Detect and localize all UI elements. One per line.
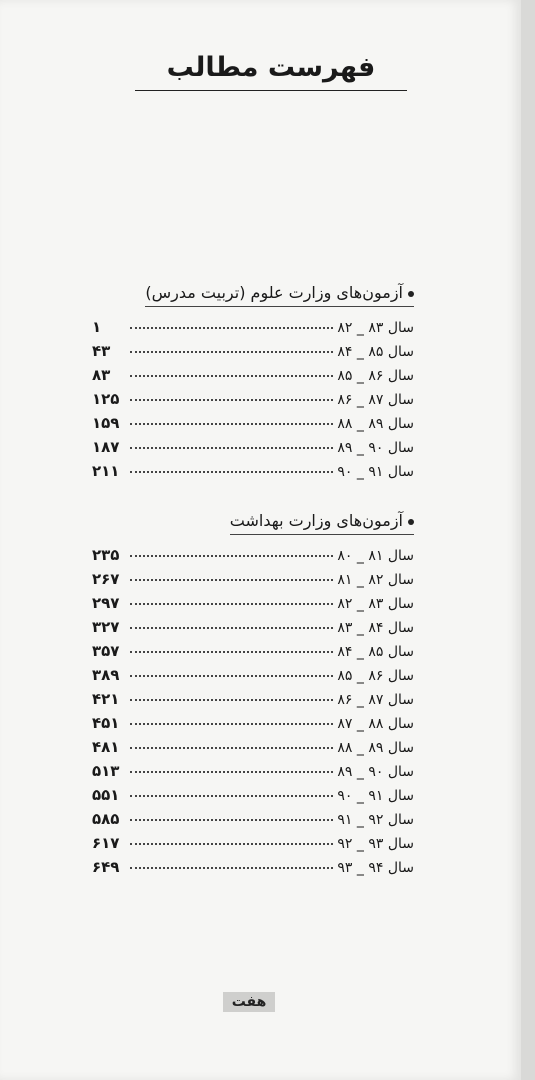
entry-label: سال ۸۵ _ ۸۴: [337, 644, 414, 660]
entry-page-number: ۱۵۹: [92, 414, 120, 432]
dot-leader: [130, 747, 333, 749]
entry-label: سال ۸۴ _ ۸۳: [337, 620, 414, 636]
section-ministry-of-health: [92, 510, 414, 882]
page-title: فهرست مطالب: [135, 50, 407, 91]
toc-entry[interactable]: [92, 594, 414, 618]
toc-entry[interactable]: [92, 738, 414, 762]
section-heading-text: آزمون‌های وزارت بهداشت: [229, 511, 403, 530]
entry-page-number: ۱۲۵: [92, 390, 120, 408]
entry-page-number: ۴۵۱: [92, 714, 120, 732]
toc-entry[interactable]: [92, 666, 414, 690]
entry-label: سال ۹۰ _ ۸۹: [337, 764, 414, 780]
toc-entry[interactable]: [92, 462, 414, 486]
toc-entry[interactable]: [92, 618, 414, 642]
dot-leader: [130, 603, 333, 605]
toc-entry[interactable]: [92, 786, 414, 810]
entry-label: سال ۹۱ _ ۹۰: [337, 788, 414, 804]
entry-page-number: ۳۸۹: [92, 666, 120, 684]
entry-label: سال ۹۱ _ ۹۰: [337, 464, 414, 480]
toc-list: [92, 546, 414, 882]
toc-entry[interactable]: [92, 834, 414, 858]
toc-entry[interactable]: [92, 642, 414, 666]
entry-label: سال ۸۷ _ ۸۶: [337, 692, 414, 708]
entry-label: سال ۹۰ _ ۸۹: [337, 440, 414, 456]
dot-leader: [130, 627, 333, 629]
toc-entry[interactable]: [92, 762, 414, 786]
entry-label: سال ۸۸ _ ۸۷: [337, 716, 414, 732]
section-heading: [230, 510, 414, 535]
dot-leader: [130, 579, 333, 581]
entry-page-number: ۸۳: [92, 366, 111, 384]
entry-page-number: ۲۹۷: [92, 594, 120, 612]
entry-label: سال ۸۶ _ ۸۵: [337, 368, 414, 384]
toc-entry[interactable]: [92, 546, 414, 570]
toc-entry[interactable]: [92, 414, 414, 438]
bullet-icon: [408, 291, 414, 297]
dot-leader: [130, 867, 333, 869]
entry-page-number: ۲۳۵: [92, 546, 120, 564]
bullet-icon: [408, 519, 414, 525]
dot-leader: [130, 723, 333, 725]
dot-leader: [130, 327, 333, 329]
toc-entry[interactable]: [92, 366, 414, 390]
dot-leader: [130, 351, 333, 353]
page-number-footer: هفت: [223, 992, 275, 1012]
toc-entry[interactable]: [92, 858, 414, 882]
dot-leader: [130, 375, 333, 377]
dot-leader: [130, 447, 333, 449]
entry-page-number: ۵۵۱: [92, 786, 120, 804]
entry-page-number: ۱: [92, 318, 102, 336]
toc-entry[interactable]: [92, 318, 414, 342]
entry-page-number: ۶۱۷: [92, 834, 120, 852]
entry-label: سال ۸۵ _ ۸۴: [337, 344, 414, 360]
entry-page-number: ۱۸۷: [92, 438, 120, 456]
section-heading: [145, 282, 414, 307]
dot-leader: [130, 675, 333, 677]
section-heading-text: آزمون‌های وزارت علوم (تربیت مدرس): [145, 283, 403, 302]
entry-label: سال ۸۳ _ ۸۲: [337, 596, 414, 612]
toc-entry[interactable]: [92, 438, 414, 462]
toc-entry[interactable]: [92, 570, 414, 594]
entry-label: سال ۸۹ _ ۸۸: [337, 740, 414, 756]
entry-label: سال ۹۴ _ ۹۳: [337, 860, 414, 876]
entry-page-number: ۴۸۱: [92, 738, 120, 756]
entry-label: سال ۸۱ _ ۸۰: [337, 548, 414, 564]
entry-page-number: ۳۲۷: [92, 618, 120, 636]
section-ministry-of-science: [92, 282, 414, 486]
dot-leader: [130, 471, 333, 473]
toc-list: [92, 318, 414, 486]
entry-page-number: ۶۴۹: [92, 858, 120, 876]
entry-page-number: ۳۵۷: [92, 642, 120, 660]
dot-leader: [130, 771, 333, 773]
dot-leader: [130, 651, 333, 653]
entry-label: سال ۸۹ _ ۸۸: [337, 416, 414, 432]
entry-label: سال ۸۷ _ ۸۶: [337, 392, 414, 408]
dot-leader: [130, 819, 333, 821]
dot-leader: [130, 399, 333, 401]
entry-label: سال ۸۳ _ ۸۲: [337, 320, 414, 336]
dot-leader: [130, 843, 333, 845]
entry-label: سال ۸۲ _ ۸۱: [337, 572, 414, 588]
toc-entry[interactable]: [92, 714, 414, 738]
entry-page-number: ۲۶۷: [92, 570, 120, 588]
entry-page-number: ۵۱۳: [92, 762, 120, 780]
entry-page-number: ۴۳: [92, 342, 111, 360]
dot-leader: [130, 699, 333, 701]
dot-leader: [130, 555, 333, 557]
dot-leader: [130, 795, 333, 797]
toc-entry[interactable]: [92, 810, 414, 834]
toc-entry[interactable]: [92, 342, 414, 366]
entry-label: سال ۸۶ _ ۸۵: [337, 668, 414, 684]
entry-label: سال ۹۲ _ ۹۱: [337, 812, 414, 828]
toc-entry[interactable]: [92, 390, 414, 414]
entry-page-number: ۵۸۵: [92, 810, 120, 828]
entry-label: سال ۹۳ _ ۹۲: [337, 836, 414, 852]
dot-leader: [130, 423, 333, 425]
entry-page-number: ۲۱۱: [92, 462, 120, 480]
toc-entry[interactable]: [92, 690, 414, 714]
entry-page-number: ۴۲۱: [92, 690, 120, 708]
